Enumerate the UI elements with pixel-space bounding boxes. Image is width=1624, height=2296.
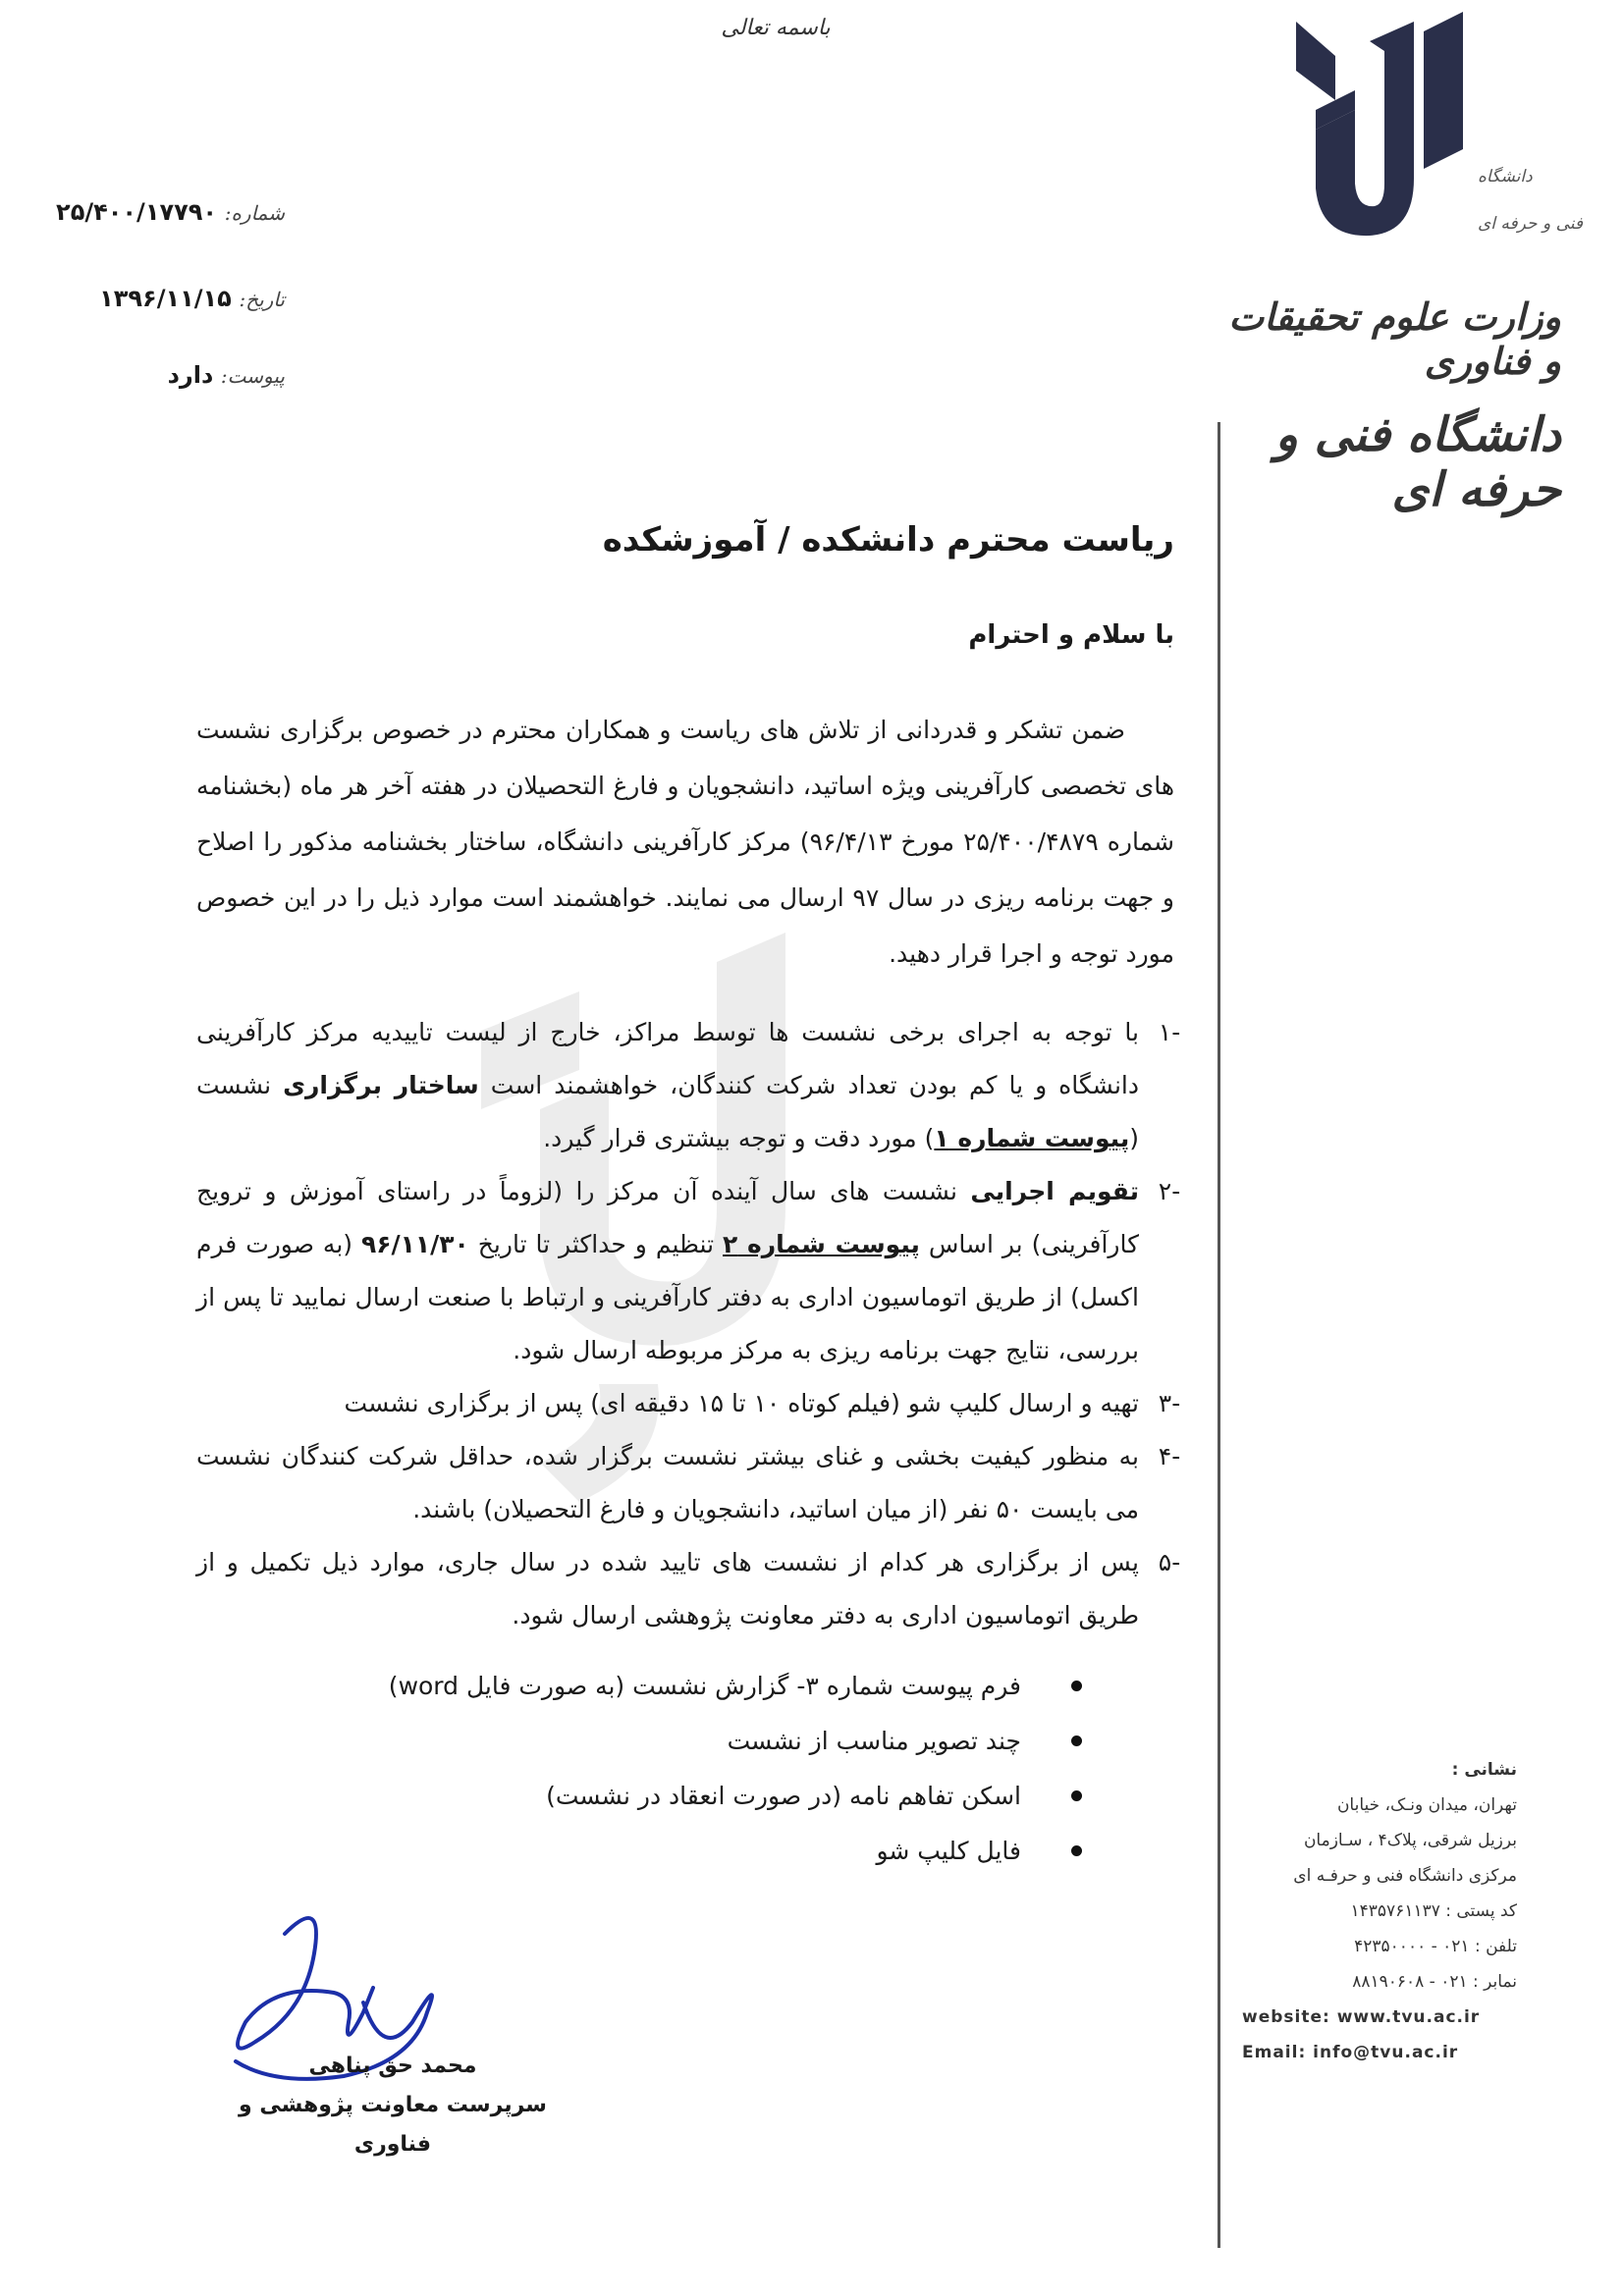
item-text: پس از برگزاری هر کدام از نشست های تایید شده در سال جاری، موارد ذیل تکمیل و از طریق اتوماسیون اداری به دفتر معاونت پژوهشی ارسال شود.: [196, 1548, 1139, 1629]
item-bold: تقویم اجرایی: [970, 1177, 1140, 1205]
website-link[interactable]: website: www.tvu.ac.ir: [1242, 2007, 1481, 2027]
item-deadline: ۹۶/۱۱/۳۰: [361, 1230, 469, 1258]
letter-date: [49, 285, 285, 312]
fax-value: ۰۲۱ - ۸۸۱۹۰۶۰۸: [1352, 1972, 1468, 1992]
bullet-item: [334, 1769, 1021, 1824]
phone-label: تلفن :: [1474, 1937, 1517, 1956]
intro-paragraph: ضمن تشکر و قدردانی از تلاش های ریاست و همکاران محترم در خصوص برگزاری نشست های تخصصی کارآفرینی ویژه اساتید، دانشجویان و فارغ التحصیلان در هفته آخر هر ماه (بخشنامه شماره ۲۵/۴۰۰/۴۸۷۹ مورخ ۹۶/۴/۱۳) مرکز کارآفرینی دانشگاه، ساختار بخشنامه مذکور را اصلاح و جهت برنامه ریزی در سال ۹۷ ارسال می نمایند. خواهشمند است موارد ذیل را در این خصوص مورد توجه و اجرا قرار دهید.: [196, 716, 1174, 968]
item-bold: ساختار برگزاری: [283, 1071, 479, 1099]
item-number: -۵: [1158, 1548, 1181, 1576]
bullet-text: فرم پیوست شماره ۳- گزارش نشست (به صورت فایل word): [388, 1672, 1021, 1700]
bullet-item: [334, 1824, 1021, 1879]
email-link[interactable]: Email: info@tvu.ac.ir: [1242, 2043, 1459, 2062]
bullet-text: اسکن تفاهم نامه (در صورت انعقاد در نشست): [546, 1782, 1021, 1810]
signer-block: [226, 2047, 560, 2164]
bullet-item: [334, 1714, 1021, 1769]
item-attachment-ref: پیوست شماره ۲: [723, 1230, 920, 1258]
phone: [1242, 1929, 1517, 1964]
item-text: با توجه به اجرای برخی نشست ها توسط مراکز، خارج از لیست تاییدیه مرکز کارآفرینی دانشگاه و یا کم بودن تعداد شرکت کنندگان، خواهشمند است: [196, 1018, 1140, 1099]
item-text: نشست های سال آینده آن مرکز را (لزوماً در راستای آموزش و ترویج کارآفرینی) بر اساس: [196, 1177, 1139, 1258]
bullet-text: فایل کلیپ شو: [876, 1837, 1021, 1865]
ministry-name: وزارت علوم تحقیقات و فناوری: [1228, 294, 1561, 383]
address-line: مرکزی دانشگاه فنی و حرفـه ای: [1293, 1866, 1517, 1886]
attachment-value: دارد: [167, 361, 214, 389]
bullet-dot-icon: [1071, 1735, 1082, 1746]
postal-value: ۱۴۳۵۷۶۱۱۳۷: [1350, 1901, 1440, 1921]
attachment-label: پیوست:: [220, 364, 285, 388]
item-number: -۲: [1158, 1177, 1181, 1205]
letter-attachment: [49, 361, 285, 389]
list-item: [196, 1165, 1181, 1377]
fax-label: نمابر :: [1473, 1972, 1517, 1992]
phone-value: ۰۲۱ - ۴۲۳۵۰۰۰۰: [1354, 1937, 1470, 1956]
item-list: [196, 1006, 1181, 1642]
item-number: -۳: [1158, 1389, 1181, 1417]
university-name: دانشگاه فنی و حرفه ای: [1274, 407, 1561, 517]
address-line: برزیل شرقی، پلاک۴ ، سـازمان: [1303, 1831, 1517, 1850]
item-attachment-ref: پیوست شماره ۱: [934, 1124, 1130, 1152]
fax: [1242, 1964, 1517, 2000]
item-number: -۴: [1158, 1442, 1181, 1470]
signer-name: محمد حق پناهی: [308, 2054, 477, 2078]
date-label: تاریخ:: [239, 288, 285, 311]
letter-number: [49, 198, 285, 226]
bullet-dot-icon: [1071, 1790, 1082, 1801]
logo-caption-line1: دانشگاه: [1478, 167, 1533, 187]
bullet-list: [334, 1659, 1021, 1879]
recipient: ریاست محترم دانشکده / آموزشکده: [602, 520, 1174, 560]
postal-label: کد پستی :: [1445, 1901, 1517, 1921]
list-item: [196, 1430, 1181, 1536]
invocation: باسمه تعالی: [721, 16, 831, 40]
item-text: (به صورت فرم اکسل) از طریق اتوماسیون اداری به دفتر کارآفرینی و ارتباط با صنعت ارسال نمایید تا پس از بررسی، نتایج جهت برنامه ریزی به مرکز مربوطه ارسال شود.: [196, 1230, 1139, 1364]
address-line: تهران، میدان ونـک، خیابان: [1336, 1795, 1517, 1815]
bullet-dot-icon: [1071, 1845, 1082, 1856]
number-label: شماره:: [224, 201, 285, 225]
item-text: به منظور کیفیت بخشی و غنای بیشتر نشست برگزار شده، حداقل شرکت کنندگان نشست می بایست ۵۰ نفر (از میان اساتید، دانشجویان و فارغ التحصیلان) باشند.: [196, 1442, 1139, 1523]
list-item: [196, 1006, 1181, 1165]
list-item: [196, 1377, 1181, 1430]
postal-code: [1242, 1894, 1517, 1929]
item-number: -۱: [1158, 1018, 1181, 1046]
margin-rule: [1218, 422, 1220, 2248]
logo-caption-line2: فنی و حرفه ای: [1478, 214, 1584, 234]
list-item: [196, 1536, 1181, 1642]
bullet-text: چند تصویر مناسب از نشست: [727, 1727, 1021, 1755]
bullet-item: [334, 1659, 1021, 1714]
date-value: ۱۳۹۶/۱۱/۱۵: [99, 285, 232, 312]
address-title: نشانی :: [1451, 1760, 1517, 1780]
bullet-dot-icon: [1071, 1681, 1082, 1691]
item-text: نشست (: [196, 1071, 1139, 1152]
item-text: تهیه و ارسال کلیپ شو (فیلم کوتاه ۱۰ تا ۱۵ دقیقه ای) پس از برگزاری نشست: [344, 1389, 1139, 1417]
address-block: [1242, 1752, 1517, 2070]
item-text: تنظیم و حداکثر تا تاریخ: [468, 1230, 723, 1258]
number-value: ۲۵/۴۰۰/۱۷۷۹۰: [56, 198, 218, 226]
signer-title: سرپرست معاونت پژوهشی و فناوری: [239, 2093, 547, 2157]
salutation: با سلام و احترام: [968, 620, 1174, 650]
item-text: ) مورد دقت و توجه بیشتری قرار گیرد.: [543, 1124, 935, 1152]
